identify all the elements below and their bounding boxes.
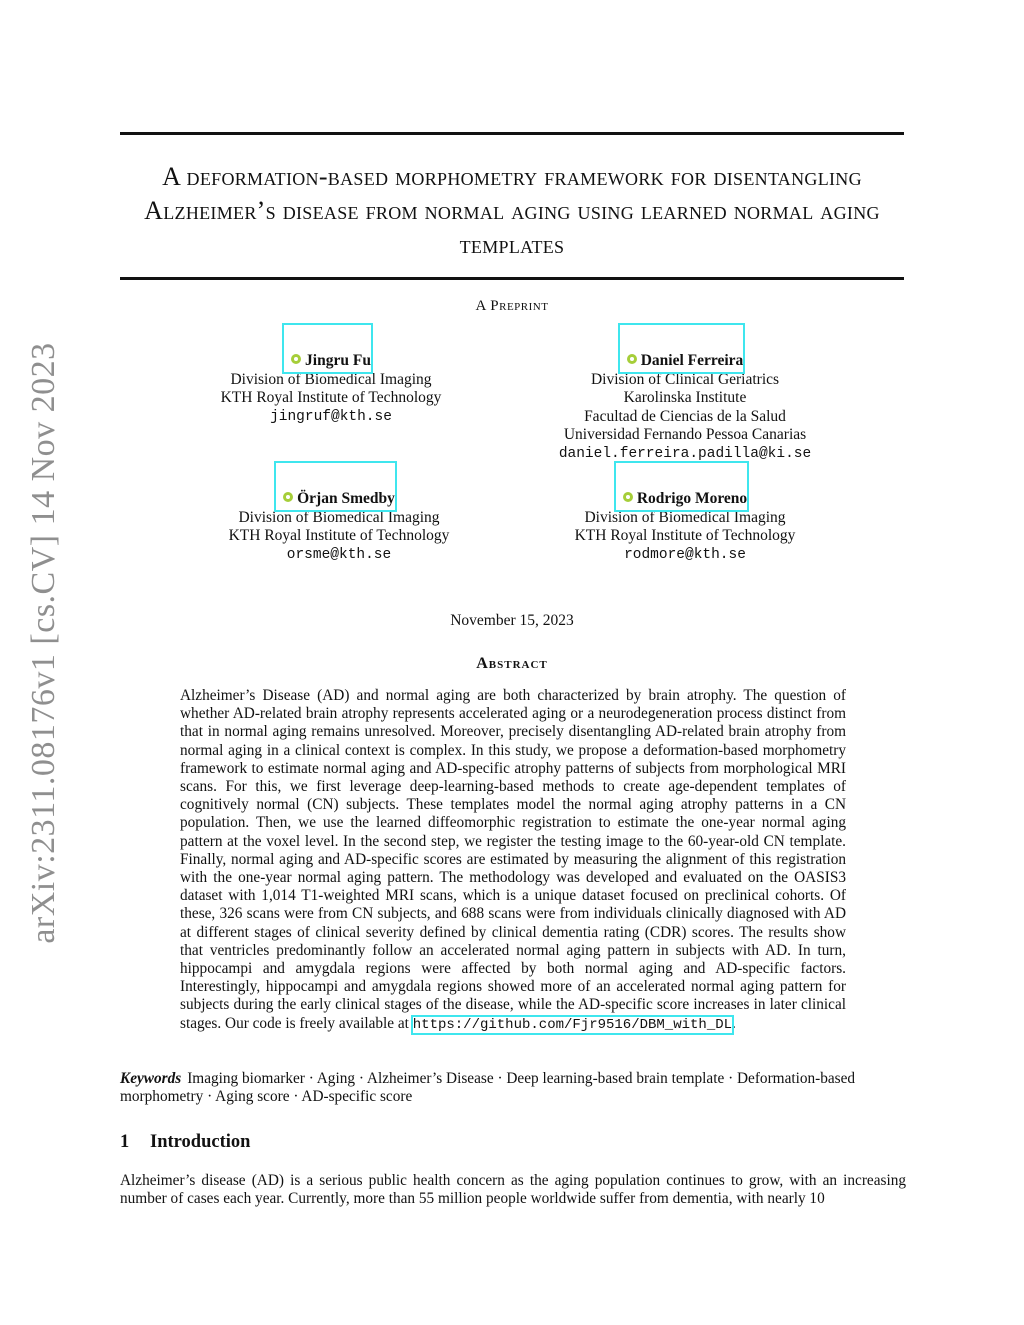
preprint-label: A Preprint bbox=[475, 298, 549, 314]
keywords bbox=[120, 1070, 906, 1106]
affiliation: Division of Clinical Geriatrics bbox=[590, 370, 780, 388]
author-email[interactable]: orsme@kth.se bbox=[286, 546, 392, 563]
author-name-link[interactable] bbox=[291, 352, 371, 371]
link-box bbox=[618, 323, 746, 374]
arxiv-sidebar bbox=[20, 341, 68, 944]
arxiv-identifier: arXiv:2311.08176v1 [cs.CV] 14 Nov 2023 bbox=[25, 341, 62, 944]
affiliation: Facultad de Ciencias de la Salud bbox=[584, 407, 786, 425]
link-box bbox=[274, 461, 397, 512]
code-link[interactable]: https://github.com/Fjr9516/DBM_with_DL bbox=[412, 1016, 733, 1033]
author-name-link[interactable] bbox=[627, 352, 744, 371]
author-block bbox=[190, 490, 488, 564]
author-name: Daniel Ferreira bbox=[640, 352, 744, 369]
author-email[interactable]: jingruf@kth.se bbox=[270, 408, 392, 425]
author-name-link[interactable] bbox=[283, 490, 395, 509]
abstract-heading: Abstract bbox=[476, 655, 548, 672]
affiliation: KTH Royal Institute of Technology bbox=[574, 527, 796, 544]
section-number: 1 bbox=[120, 1132, 130, 1152]
abstract-body bbox=[180, 687, 846, 1034]
affiliation: KTH Royal Institute of Technology bbox=[228, 527, 450, 544]
title-rule-bottom bbox=[120, 277, 904, 280]
affiliation: Division of Biomedical Imaging bbox=[584, 508, 786, 526]
title-rule-top bbox=[120, 132, 904, 135]
author-email[interactable]: daniel.ferreira.padilla@ki.se bbox=[558, 445, 812, 462]
abstract-end: . bbox=[732, 1014, 736, 1032]
keywords-text: Imaging biomarker · Aging · Alzheimer’s Disease · Deep learning-based brain template · Deformation-based morphometry · Aging score · AD-specific score bbox=[120, 1070, 856, 1106]
link-box bbox=[614, 461, 749, 512]
section-heading bbox=[120, 1132, 250, 1153]
abstract-text: Alzheimer’s Disease (AD) and normal aging are both characterized by brain atrophy. The question of whether AD-related brain atrophy represents accelerated aging or a neurodegeneration process distinct from that in normal aging remains unresolved. Moreover, precisely disentangling AD-related brain atrophy from normal aging in a clinical context is complex. In this study, we propose a deformation-based morphometry framework to estimate normal aging and AD-specific atrophy patterns of subjects from morphological MRI scans. For this, we first leverage deep-learning-based methods to create age-dependent templates of cognitively normal (CN) subjects. These templates model the normal aging atrophy patterns in a CN population. Then, we use the learned diffeomorphic registration to estimate the one-year normal aging pattern at the voxel level. In the second step, we register the testing image to the 60-year-old CN template. Finally, normal aging and AD-specific scores are estimated by measuring the alignment of this registration with the one-year normal aging pattern. The methodology was developed and evaluated on the OASIS3 dataset with 1,014 T1-weighted MRI scans, which is a unique dataset focused on preclinical cohorts. Of these, 326 scans were from CN subjects, and 688 scans were from individuals clinically diagnosed with AD at different stages of clinical severity defined by clinical dementia rating (CDR) scores. The results show that ventricles predominantly follow an accelerated normal aging pattern in subjects with AD. In turn, hippocampi and amygdala regions were affected by both normal aging and AD-specific factors. Interestingly, hippocampi and amygdala regions showed more of an accelerated normal aging pattern for subjects during the early clinical stages of the disease, while the AD-specific score increases in later clinical stages. Our code is freely available at bbox=[180, 687, 846, 1032]
affiliation: Division of Biomedical Imaging bbox=[230, 370, 432, 388]
publication-date: November 15, 2023 bbox=[450, 612, 574, 629]
author-name: Örjan Smedby bbox=[297, 490, 395, 507]
affiliation: Karolinska Institute bbox=[623, 389, 747, 406]
orcid-icon[interactable] bbox=[291, 354, 301, 364]
author-email[interactable]: rodmore@kth.se bbox=[624, 546, 746, 563]
intro-paragraph: Alzheimer’s disease (AD) is a serious public health concern as the aging population continues to grow, with an increasing number of cases each year. Currently, more than 55 million people worldwide suffer from dementia, with nearly 10 bbox=[120, 1172, 906, 1208]
affiliation: KTH Royal Institute of Technology bbox=[220, 389, 442, 406]
section-title: Introduction bbox=[150, 1132, 251, 1152]
author-name: Rodrigo Moreno bbox=[636, 490, 748, 507]
author-block bbox=[190, 352, 472, 426]
affiliation: Universidad Fernando Pessoa Canarias bbox=[563, 426, 807, 443]
affiliation: Division of Biomedical Imaging bbox=[238, 508, 440, 526]
paper-title: A deformation-based morphometry framework for disentangling Alzheimer’s disease from normal aging using learned normal aging templates bbox=[144, 162, 880, 259]
orcid-icon[interactable] bbox=[623, 492, 633, 502]
keywords-label: Keywords bbox=[120, 1070, 182, 1087]
orcid-icon[interactable] bbox=[627, 354, 637, 364]
author-name-link[interactable] bbox=[623, 490, 747, 509]
author-block bbox=[540, 352, 830, 463]
author-block bbox=[540, 490, 830, 564]
author-name: Jingru Fu bbox=[305, 352, 371, 369]
link-box bbox=[282, 323, 373, 374]
